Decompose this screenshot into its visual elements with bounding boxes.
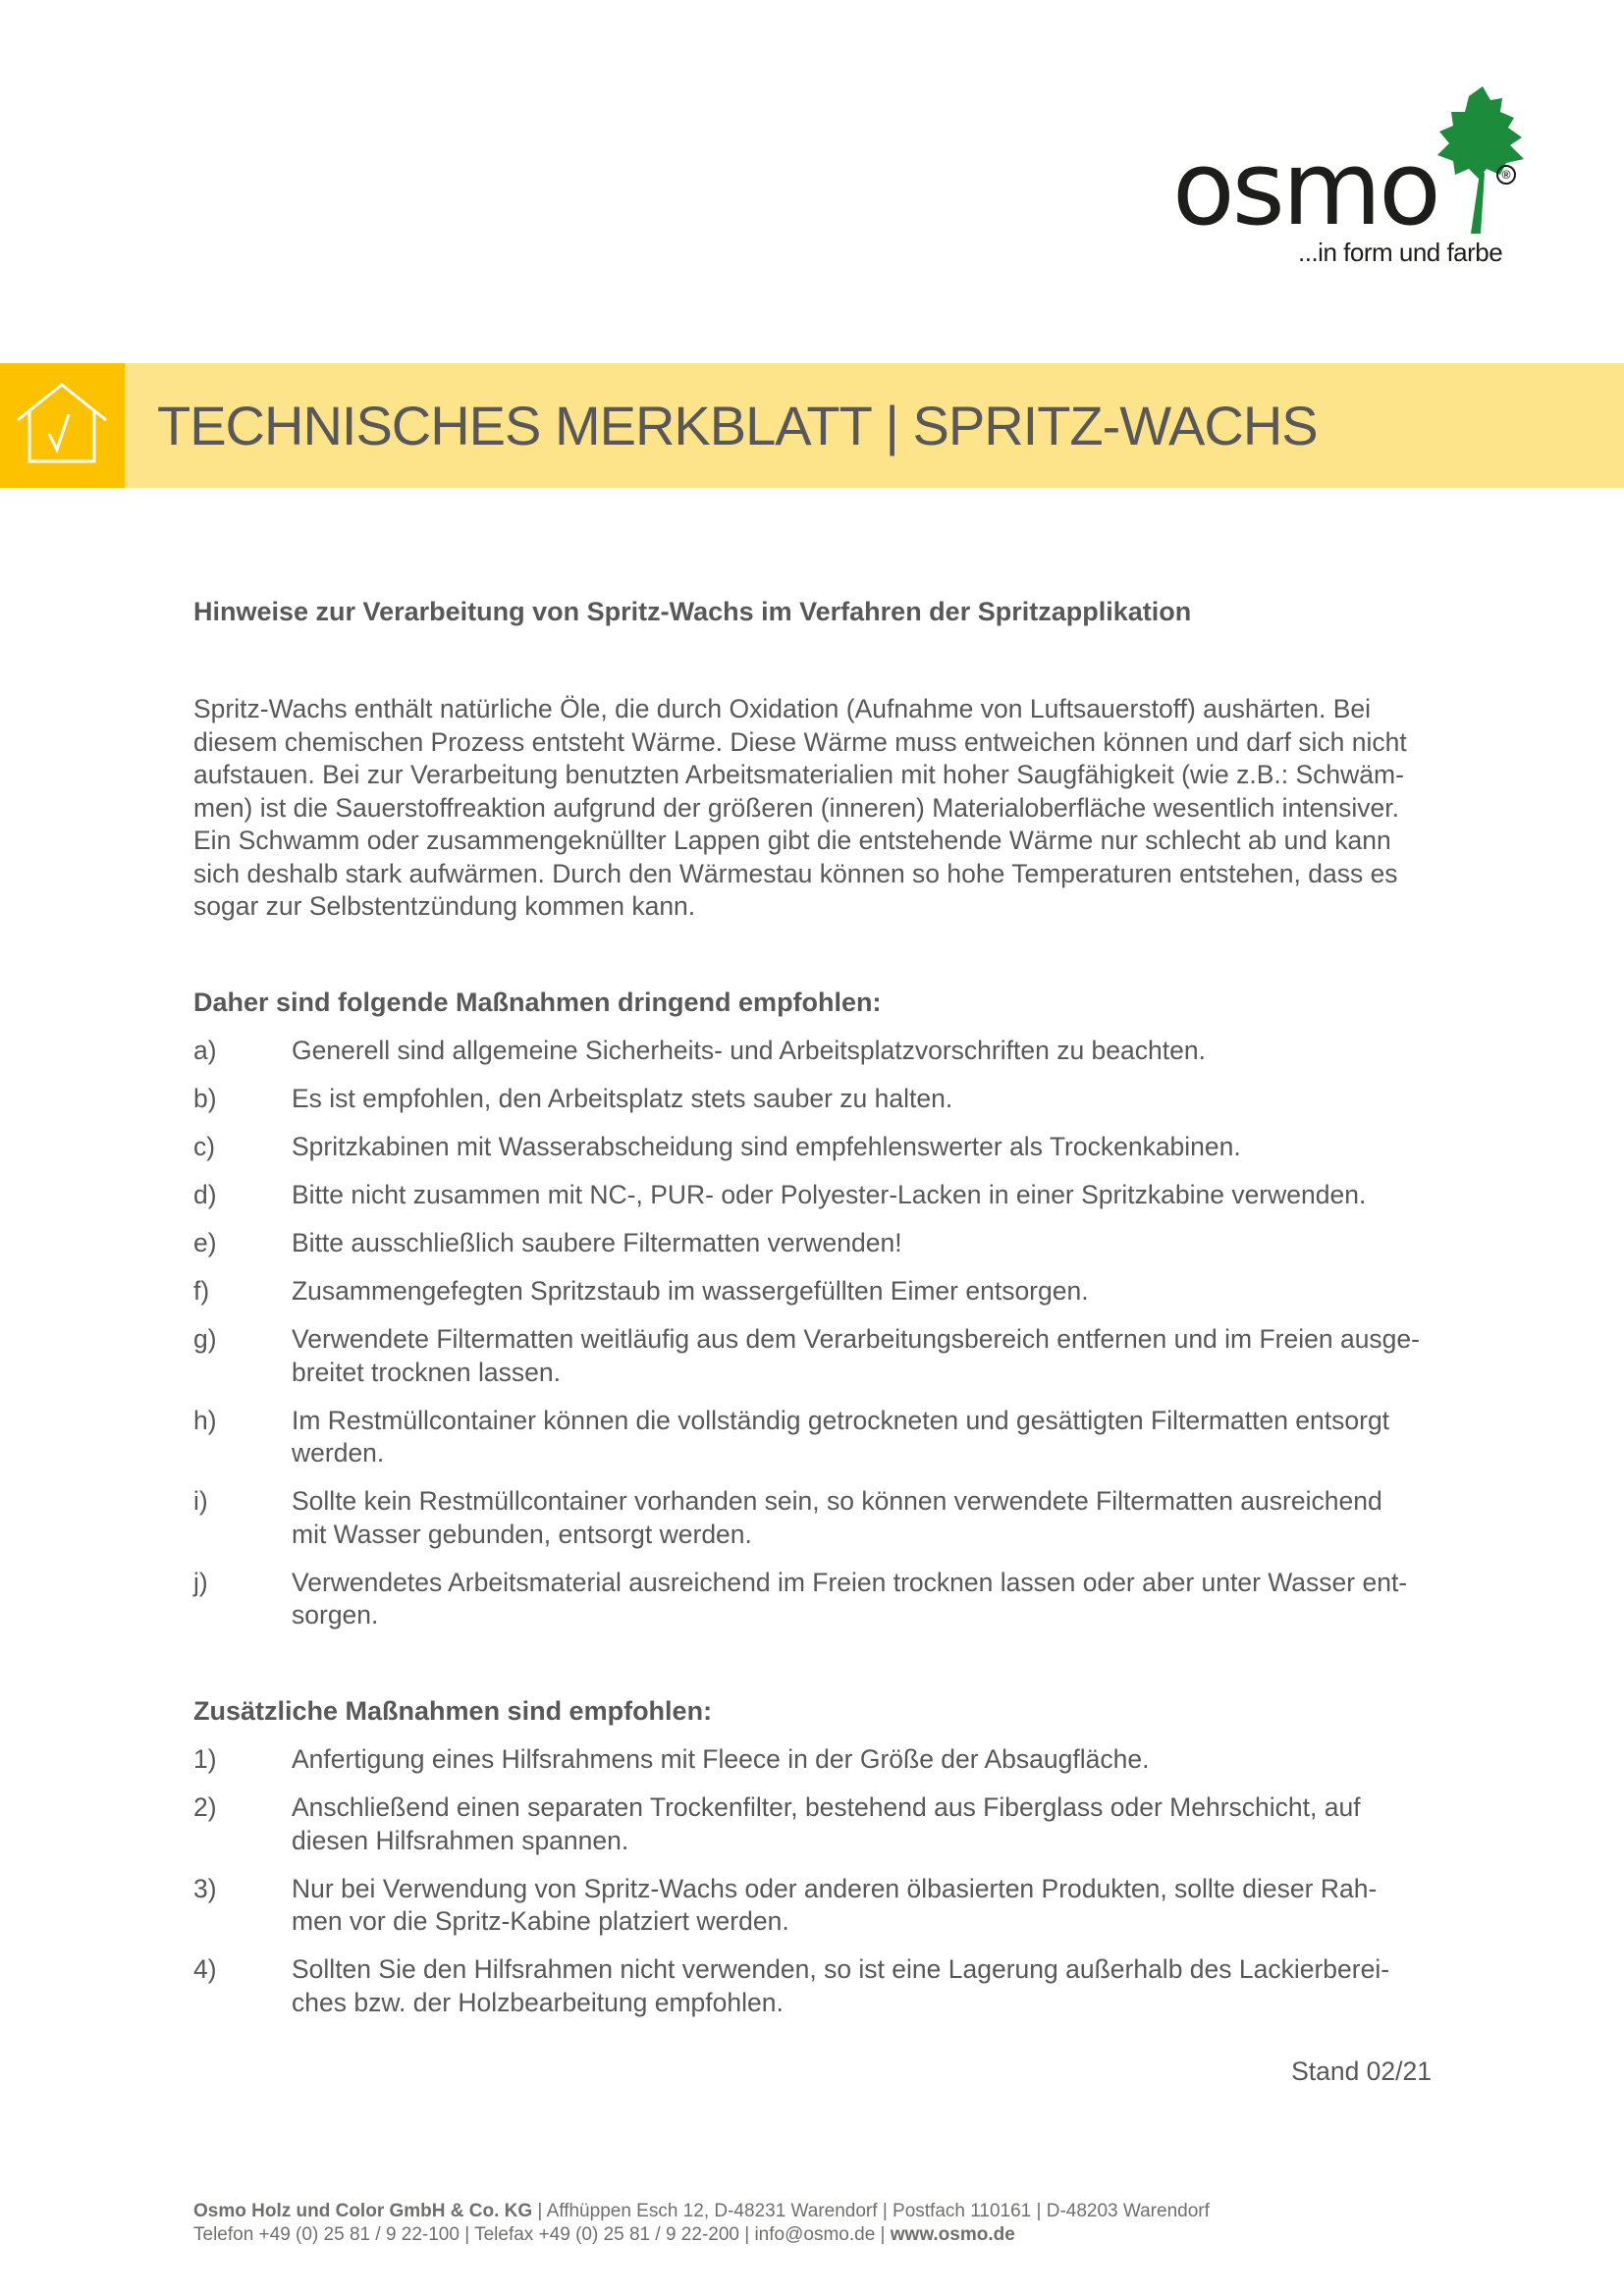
- intro-line: sogar zur Selbstentzündung kommen kann.: [193, 891, 696, 921]
- additional-list: [193, 1743, 1433, 2035]
- list-item: 3) Nur bei Verwendung von Spritz-Wachs oder anderen ölbasierten Produkten, sollte dieser Rah- men vor die Spritz-Kabine platziert werden.: [193, 1873, 1378, 1936]
- page-title: TECHNISCHES MERKBLATT | SPRITZ-WACHS: [157, 395, 1318, 456]
- title-banner: [125, 363, 1624, 488]
- intro-line: aufstauen. Bei zur Verarbeitung benutzten Arbeitsmaterialien mit hoher Saugfähigkeit (wie z.B.: Schwäm-: [193, 760, 1404, 789]
- list-item: c) Spritzkabinen mit Wasserabscheidung sind empfehlenswerter als Trockenkabinen.: [193, 1132, 1241, 1161]
- footer: [193, 2200, 1210, 2247]
- measures-list: [193, 1035, 1433, 1647]
- intro-line: Spritz-Wachs enthält natürliche Öle, die durch Oxidation (Aufnahme von Luftsauerstoff) aushärten. Bei: [193, 694, 1372, 723]
- osmo-logo: [1168, 86, 1542, 273]
- list-item: 4) Sollten Sie den Hilfsrahmen nicht verwenden, so ist eine Lagerung außerhalb des Lackierberei- ches bzw. der Holzbearbeitung empfohlen.: [193, 1954, 1390, 2017]
- intro-line: Ein Schwamm oder zusammengeknüllter Lappen gibt die entstehende Wärme nur schlecht ab und kann: [193, 826, 1391, 855]
- list-item: i) Sollte kein Restmüllcontainer vorhanden sein, so können verwendete Filtermatten ausreichend mit Wasser gebunden, entsorgt werden.: [193, 1486, 1382, 1549]
- footer-address: | Affhüppen Esch 12, D-48231 Warendorf | Postfach 110161 | D-48203 Warendorf: [532, 2201, 1210, 2221]
- revision-date: Stand 02/21: [1291, 2056, 1432, 2086]
- list-item: e) Bitte ausschließlich saubere Filtermatten verwenden!: [193, 1228, 902, 1257]
- footer-contact-line: [193, 2223, 1210, 2247]
- list-item: a) Generell sind allgemeine Sicherheits- und Arbeitsplatzvorschriften zu beachten.: [193, 1036, 1206, 1065]
- list-item: h) Im Restmüllcontainer können die vollständig getrockneten und gesättigten Filtermatten entsorgt werden.: [193, 1405, 1390, 1468]
- logo-tagline: ...in form und farbe: [1298, 238, 1503, 267]
- banner-icon-box: [0, 363, 125, 488]
- list-item: g) Verwendete Filtermatten weitläufig aus dem Verarbeitungsbereich entfernen und im Freien ausge- breitet trocknen lassen.: [193, 1324, 1420, 1387]
- registered-mark: ®: [1496, 165, 1516, 185]
- footer-contact: Telefon +49 (0) 25 81 / 9 22-100 | Telefax +49 (0) 25 81 / 9 22-200 | info@osmo.de |: [193, 2224, 891, 2245]
- footer-website-link[interactable]: www.osmo.de: [890, 2224, 1015, 2245]
- list-item: b) Es ist empfohlen, den Arbeitsplatz stets sauber zu halten.: [193, 1084, 953, 1113]
- intro-line: men) ist die Sauerstoffreaktion aufgrund der größeren (inneren) Materialoberfläche wesentlich intensiver.: [193, 792, 1399, 823]
- house-check-icon: [0, 363, 125, 488]
- document-subtitle: Hinweise zur Verarbeitung von Spritz-Wachs im Verfahren der Spritzapplikation: [193, 597, 1192, 626]
- intro-line: diesem chemischen Prozess entsteht Wärme. Diese Wärme muss entweichen können und darf sich nicht: [193, 726, 1407, 757]
- measures-heading: Daher sind folgende Maßnahmen dringend empfohlen:: [193, 988, 882, 1017]
- intro-line: sich deshalb stark aufwärmen. Durch den Wärmestau können so hohe Temperaturen entstehen, dass es: [193, 858, 1398, 888]
- logo-wordmark: osmo: [1172, 129, 1438, 248]
- tree-icon: [1432, 86, 1526, 234]
- list-item: f) Zusammengefegten Spritzstaub im wassergefüllten Eimer entsorgen.: [193, 1276, 1089, 1306]
- list-item: 1) Anfertigung eines Hilfsrahmens mit Fleece in der Größe der Absaugfläche.: [193, 1744, 1150, 1774]
- intro-paragraph: [193, 693, 1433, 924]
- footer-company: Osmo Holz und Color GmbH & Co. KG: [193, 2201, 533, 2221]
- list-item: j) Verwendetes Arbeitsmaterial ausreichend im Freien trocknen lassen oder aber unter Wasser ent- sorgen.: [193, 1567, 1408, 1629]
- list-item: d) Bitte nicht zusammen mit NC-, PUR- oder Polyester-Lacken in einer Spritzkabine verwenden.: [193, 1180, 1367, 1209]
- additional-heading: Zusätzliche Maßnahmen sind empfohlen:: [193, 1696, 713, 1726]
- footer-address-line: [193, 2200, 1210, 2223]
- list-item: 2) Anschließend einen separaten Trockenfilter, bestehend aus Fiberglass oder Mehrschicht, auf diesen Hilfsrahmen spannen.: [193, 1792, 1361, 1855]
